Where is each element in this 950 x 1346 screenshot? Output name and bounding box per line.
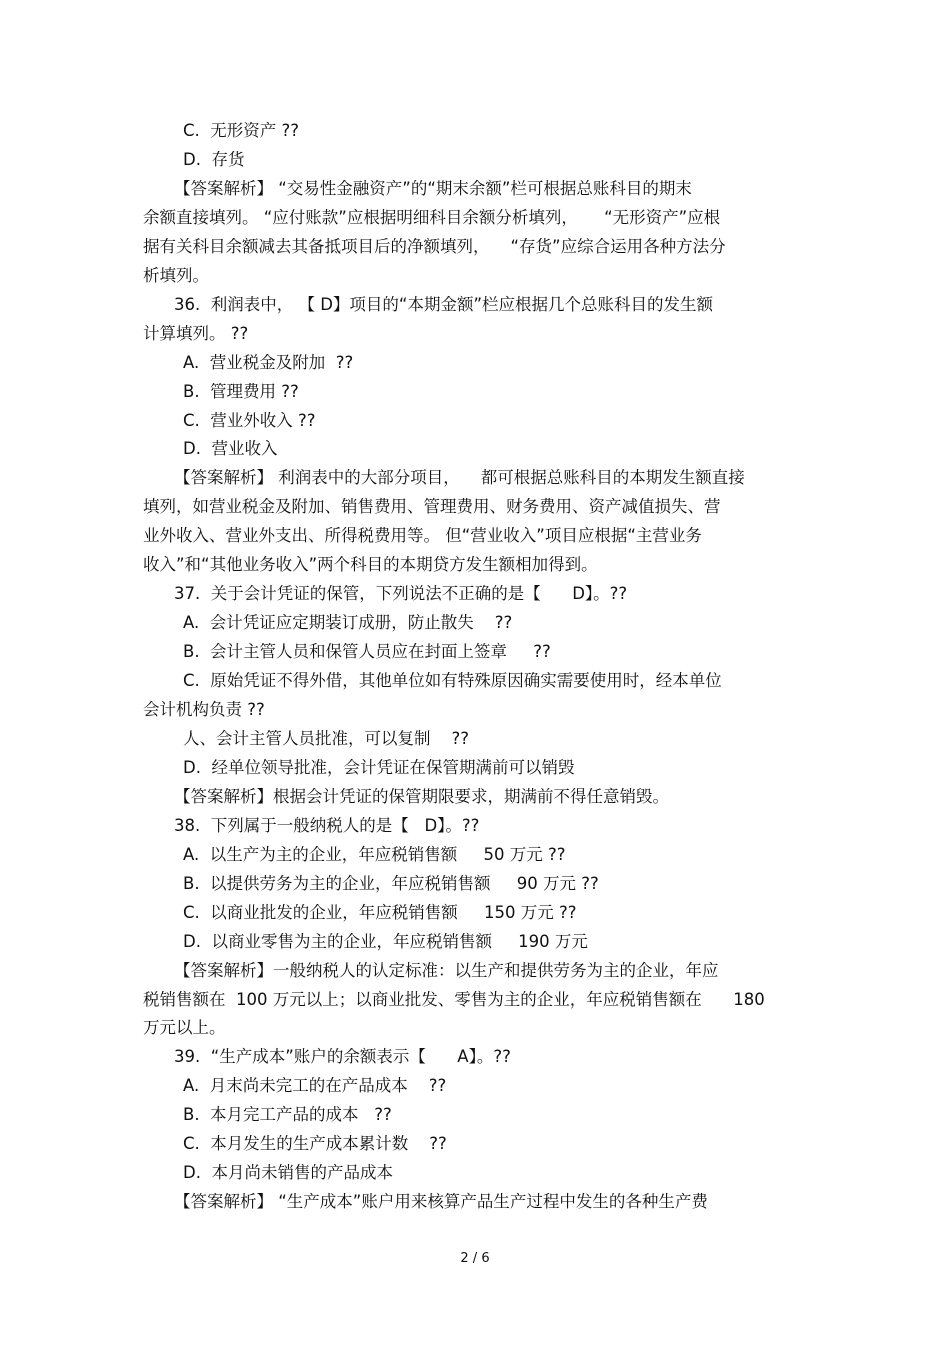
text-line: C. 本月发生的生产成本累计数 ?? [183,1134,447,1154]
text-line: B. 管理费用 ?? [183,381,299,401]
text-line: A. 营业税金及附加 ?? [183,352,354,372]
text-line: 【答案解析】一般纳税人的认定标准：以生产和提供劳务为主的企业，年应 [174,960,719,980]
text-line: 计算填列。 ?? [143,323,249,343]
text-line: 会计机构负责 ?? [143,700,265,719]
text-line: 万元以上。 [143,1018,226,1038]
text-line: D. 营业收入 [183,439,278,459]
text-line: B. 本月完工产品的成本 ?? [183,1105,392,1125]
text-line: D. 存货 [183,149,245,169]
text-line: 析填列。 [143,265,209,285]
text-line: C. 原始凭证不得外借，其他单位如有特殊原因确实需要使用时，经本单位 [183,671,722,691]
text-line: C. 营业外收入 ?? [183,410,316,430]
page-number: 2 / 6 [460,1251,490,1266]
text-line: B. 会计主管人员和保管人员应在封面上签章 ?? [183,642,551,662]
text-line: 业外收入、营业外支出、所得税费用等。 但“营业收入”项目应根据“主营业务 [143,526,702,546]
text-line: D. 以商业零售为主的企业，年应税销售额 190 万元 [183,931,588,951]
text-line: 【答案解析】 “生产成本”账户用来核算产品生产过程中发生的各种生产费 [174,1192,708,1212]
text-line: D. 本月尚未销售的产品成本 [183,1163,393,1183]
text-line: A. 以生产为主的企业，年应税销售额 50 万元 ?? [183,844,566,864]
text-line: 人、会计主管人员批准，可以复制 ?? [183,728,469,748]
text-line: 38. 下列属于一般纳税人的是【 D】。?? [174,815,480,835]
text-line: 收入”和“其他业务收入”两个科目的本期贷方发生额相加得到。 [143,555,598,575]
text-line: 税销售额在 100 万元以上；以商业批发、零售为主的企业，年应税销售额在 180 [143,989,765,1009]
text-line: 【答案解析】根据会计凭证的保管期限要求，期满前不得任意销毁。 [174,786,669,806]
text-line: B. 以提供劳务为主的企业，年应税销售额 90 万元 ?? [183,873,599,893]
text-line: A. 会计凭证应定期装订成册，防止散失 ?? [183,613,513,633]
text-line: 填列，如营业税金及附加、销售费用、管理费用、财务费用、资产减值损失、营 [143,497,721,517]
text-line: 【答案解析】 利润表中的大部分项目， 都可根据总账科目的本期发生额直接 [174,468,745,488]
text-line: 据有关科目余额减去其备抵项目后的净额填列， “存货”应综合运用各种方法分 [143,236,726,256]
text-line: D. 经单位领导批准，会计凭证在保管期满前可以销毁 [183,757,575,777]
text-line: 39. “生产成本”账户的余额表示【 A】。?? [174,1047,511,1067]
text-line: C. 以商业批发的企业，年应税销售额 150 万元 ?? [183,902,577,922]
text-line: A. 月末尚未完工的在产品成本 ?? [183,1076,447,1096]
text-line: 【答案解析】 “交易性金融资产”的“期末余额”栏可根据总账科目的期末 [174,178,692,198]
text-line: 37. 关于会计凭证的保管，下列说法不正确的是【 D】。?? [174,584,628,604]
text-line: C. 无形资产 ?? [183,121,300,140]
text-line: 36. 利润表中， 【 D】项目的“本期金额”栏应根据几个总账科目的发生额 [174,294,714,314]
text-line: 余额直接填列。 “应付账款”应根据明细科目余额分析填列， “无形资产”应根 [143,207,721,227]
